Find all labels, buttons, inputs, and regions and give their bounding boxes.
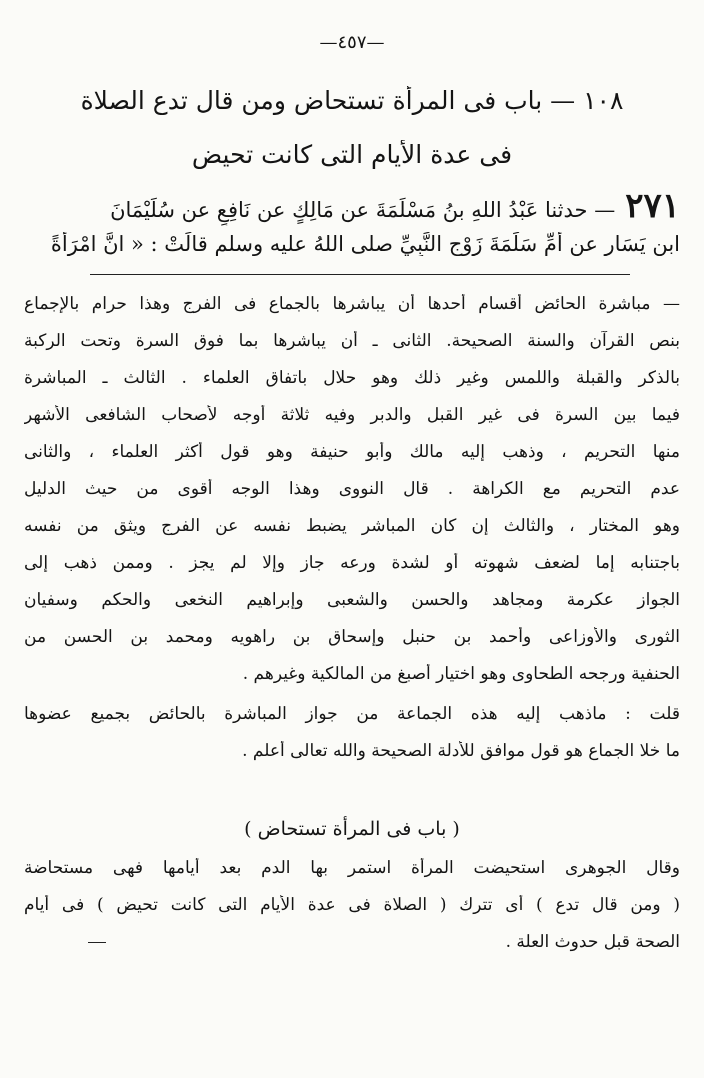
page-number: —٤٥٧—: [319, 32, 385, 53]
qultu-line: قلت : ماذهب إليه هذه الجماعة من جواز المباشرة بالحائض بجميع عضوها: [24, 704, 680, 724]
commentary-line: وقال الجوهرى استحيضت المرأة استمر بها الدم بعد أيامها فهى مستحاضة: [24, 858, 680, 878]
footnote-line: وهو المختار ، والثالث إن كان المباشر يضبط نفسه عن الفرج ويثق من نفسه: [24, 516, 680, 536]
hadith-number: ٢٧١: [625, 186, 680, 226]
chapter-title-line-2: فى عدة الأيام التى كانت تحيض: [191, 140, 513, 169]
hadith-line-1: [24, 186, 680, 226]
continuation-dash: [88, 942, 106, 943]
footnote-line: بنص القرآن والسنة الصحيحة. الثانى ـ أن يباشرها بما فوق السرة وتحت الركبة: [24, 331, 680, 351]
footnote-line: فيما بين السرة فى غير القبل والدبر وفيه ثلاثة أوجه لأصحاب الشافعى الأشهر: [24, 405, 680, 425]
hadith-line-2: ابنِ يَسَارٍ عن أُمِّ سَلَمَةَ زَوْجِ النَّبِيِّ صلى اللهُ عليه وسلم قالَتْ : « انَّ امْرَأَةً: [50, 232, 680, 256]
commentary-line: الصحة قبل حدوث العلة .: [505, 932, 680, 952]
chapter-title-line-1: ١٠٨ — باب فى المرأة تستحاض ومن قال تدع الصلاة: [80, 86, 624, 115]
footnote-line: بالذكر والقبلة واللمس وغير ذلك وهو حلال باتفاق العلماء . الثالث ـ المباشرة: [24, 368, 680, 388]
commentary-line: ( ومن قال تدع ) أى تترك ( الصلاة فى عدة الأيام التى كانت تحيض ) فى أيام: [24, 895, 680, 915]
footnote-line: — مباشرة الحائض أقسام أحدها أن يباشرها بالجماع فى الفرج وهذا حرام بالإجماع: [24, 294, 680, 314]
subheading: ( باب فى المرأة تستحاض ): [244, 818, 460, 840]
footnote-line: الجواز عكرمة ومجاهد والحسن والشعبى وإبراهيم النخعى والحكم وسفيان: [24, 590, 680, 610]
qultu-line: ما خلا الجماع هو قول موافق للأدلة الصحيحة والله تعالى أعلم .: [242, 741, 680, 761]
footnote-line: عدم التحريم مع الكراهة . قال النووى وهذا الوجه أقوى من حيث الدليل: [24, 479, 680, 499]
footnote-line: الحنفية ورجحه الطحاوى وهو اختيار أصبغ من المالكية وغيرهم .: [242, 664, 680, 684]
footnote-separator: [90, 274, 630, 275]
footnote-line: الثورى والأوزاعى وأحمد بن حنبل وإسحاق بن راهويه ومحمد بن الحسن من: [24, 627, 680, 647]
hadith-chain: — حدثنا عَبْدُ اللهِ بنُ مَسْلَمَةَ عن مَالِكٍ عن نَافِعٍ عن سُلَيْمَانَ: [110, 198, 616, 222]
footnote-line: باجتنابه إما لضعف شهوته أو لشدة ورعه جاز وإلا لم يجز . وممن ذهب إلى: [24, 553, 680, 573]
footnote-line: منها التحريم ، وذهب إليه مالك وأبو حنيفة وهو قول أكثر العلماء ، والثانى: [24, 442, 680, 462]
